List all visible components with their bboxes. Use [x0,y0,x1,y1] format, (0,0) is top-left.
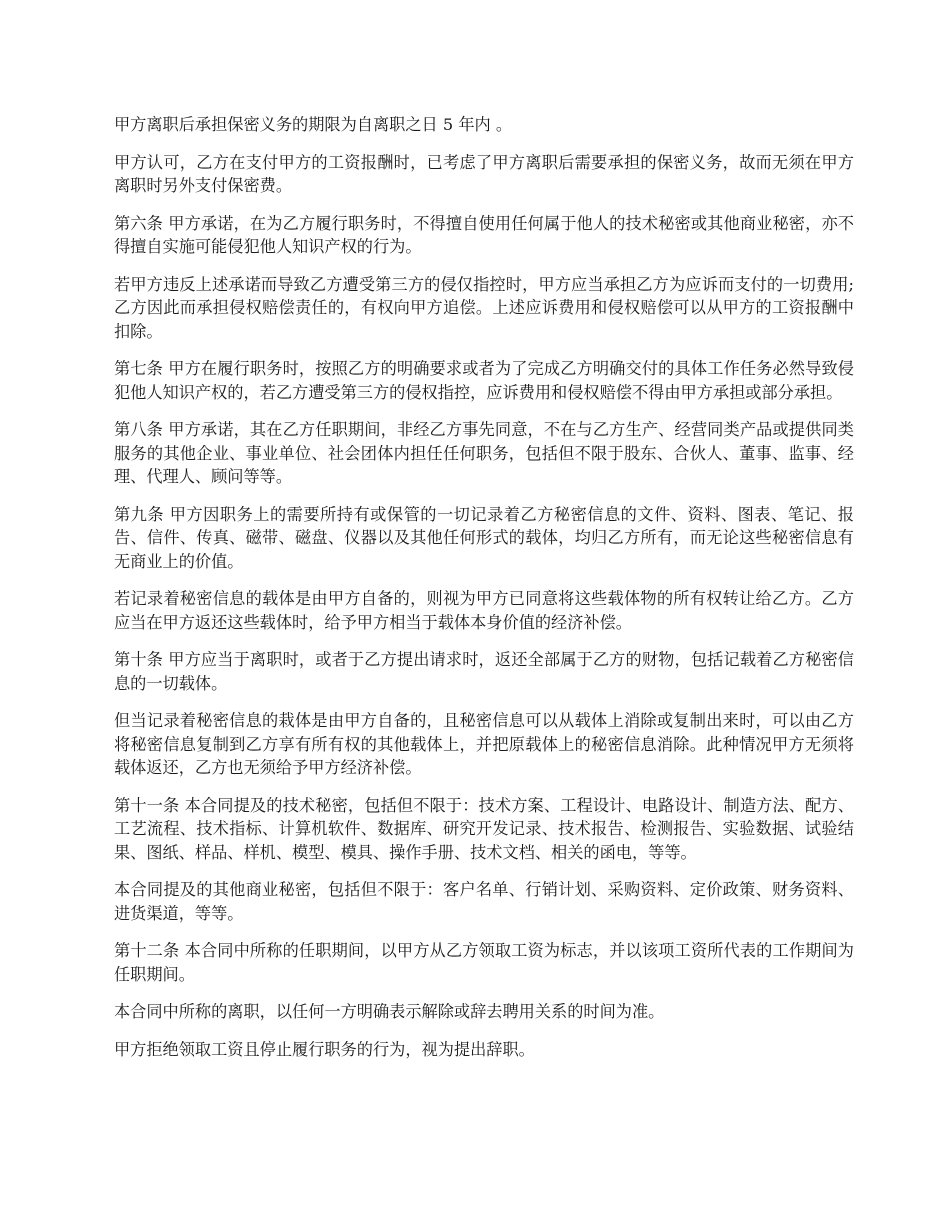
paragraph-article-7: 第七条 甲方在履行职务时，按照乙方的明确要求或者为了完成乙方明确交付的具体工作任务必然导致侵犯他人知识产权的，若乙方遭受第三方的侵权指控，应诉费用和侵权赔偿不得由甲方承担或部分承担。 [114,359,854,402]
paragraph-resignation-definition: 本合同中所称的离职，以任何一方明确表示解除或辞去聘用关系的时间为准。 [114,1002,665,1021]
paragraph-article-11: 第十一条 本合同提及的技术秘密，包括但不限于：技术方案、工程设计、电路设计、制造方法、配方、工艺流程、技术指标、计算机软件、数据库、研究开发记录、技术报告、检测报告、实验数据、试验结果、图纸、样品、样机、模型、模具、操作手册、技术文档、相关的函电，等等。 [114,795,854,862]
paragraph-carrier-ownership: 若记录着秘密信息的载体是由甲方自备的，则视为甲方已同意将这些载体物的所有权转让给乙方。乙方应当在甲方返还这些载体时，给予甲方相当于载体本身价值的经济补偿。 [114,589,854,632]
paragraph-article-8: 第八条 甲方承诺，其在乙方任职期间，非经乙方事先同意，不在与乙方生产、经营同类产品或提供同类服务的其他企业、事业单位、社会团体内担任任何职务，包括但不限于股东、合伙人、董事、监事、经理、代理人、顾问等等。 [114,420,854,486]
paragraph-refusal-of-wages: 甲方拒绝领取工资且停止履行职务的行为，视为提出辞职。 [114,1039,535,1059]
paragraph-infringement-costs: 若甲方违反上述承诺而导致乙方遭受第三方的侵仅指控时，甲方应当承担乙方为应诉而支付的一切费用;乙方因此而承担侵权赔偿责任的，有权向甲方追偿。上述应诉费用和侵权赔偿可以从甲方的工资报酬中扣除。 [114,274,854,341]
paragraph-confidentiality-term: 甲方离职后承担保密义务的期限为自离职之日 5 年内 。 [114,115,513,134]
paragraph-article-12: 第十二条 本合同中所称的任职期间，以甲方从乙方领取工资为标志，并以该项工资所代表的工作期间为任职期间。 [114,941,854,984]
document-page [114,113,854,1075]
paragraph-article-6: 第六条 甲方承诺，在为乙方履行职务时，不得擅自使用任何属于他人的技术秘密或其他商业秘密，亦不得擅自实施可能侵犯他人知识产权的行为。 [114,213,854,256]
paragraph-article-10: 第十条 甲方应当于离职时，或者于乙方提出请求时，返还全部属于乙方的财物，包括记载着乙方秘密信息的一切载体。 [114,650,854,693]
paragraph-carrier-copy: 但当记录着秘密信息的栽体是由甲方自备的，且秘密信息可以从载体上消除或复制出来时，可以由乙方将秘密信息复制到乙方享有所有权的其他载体上，并把原载体上的秘密信息消除。此种情况甲方无须将载体返还，乙方也无须给予甲方经济补偿。 [114,711,854,777]
paragraph-business-secrets: 本合同提及的其他商业秘密，包括但不限于：客户名单、行销计划、采购资料、定价政策、财务资料、进货渠道，等等。 [114,880,854,923]
paragraph-confidentiality-fee: 甲方认可，乙方在支付甲方的工资报酬时，已考虑了甲方离职后需要承担的保密义务，故而无须在甲方离职时另外支付保密费。 [114,152,854,195]
paragraph-article-9: 第九条 甲方因职务上的需要所持有或保管的一切记录着乙方秘密信息的文件、资料、图表、笔记、报告、信件、传真、磁带、磁盘、仪器以及其他任何形式的载体，均归乙方所有，而无论这些秘密信息有无商业上的价值。 [114,504,854,571]
